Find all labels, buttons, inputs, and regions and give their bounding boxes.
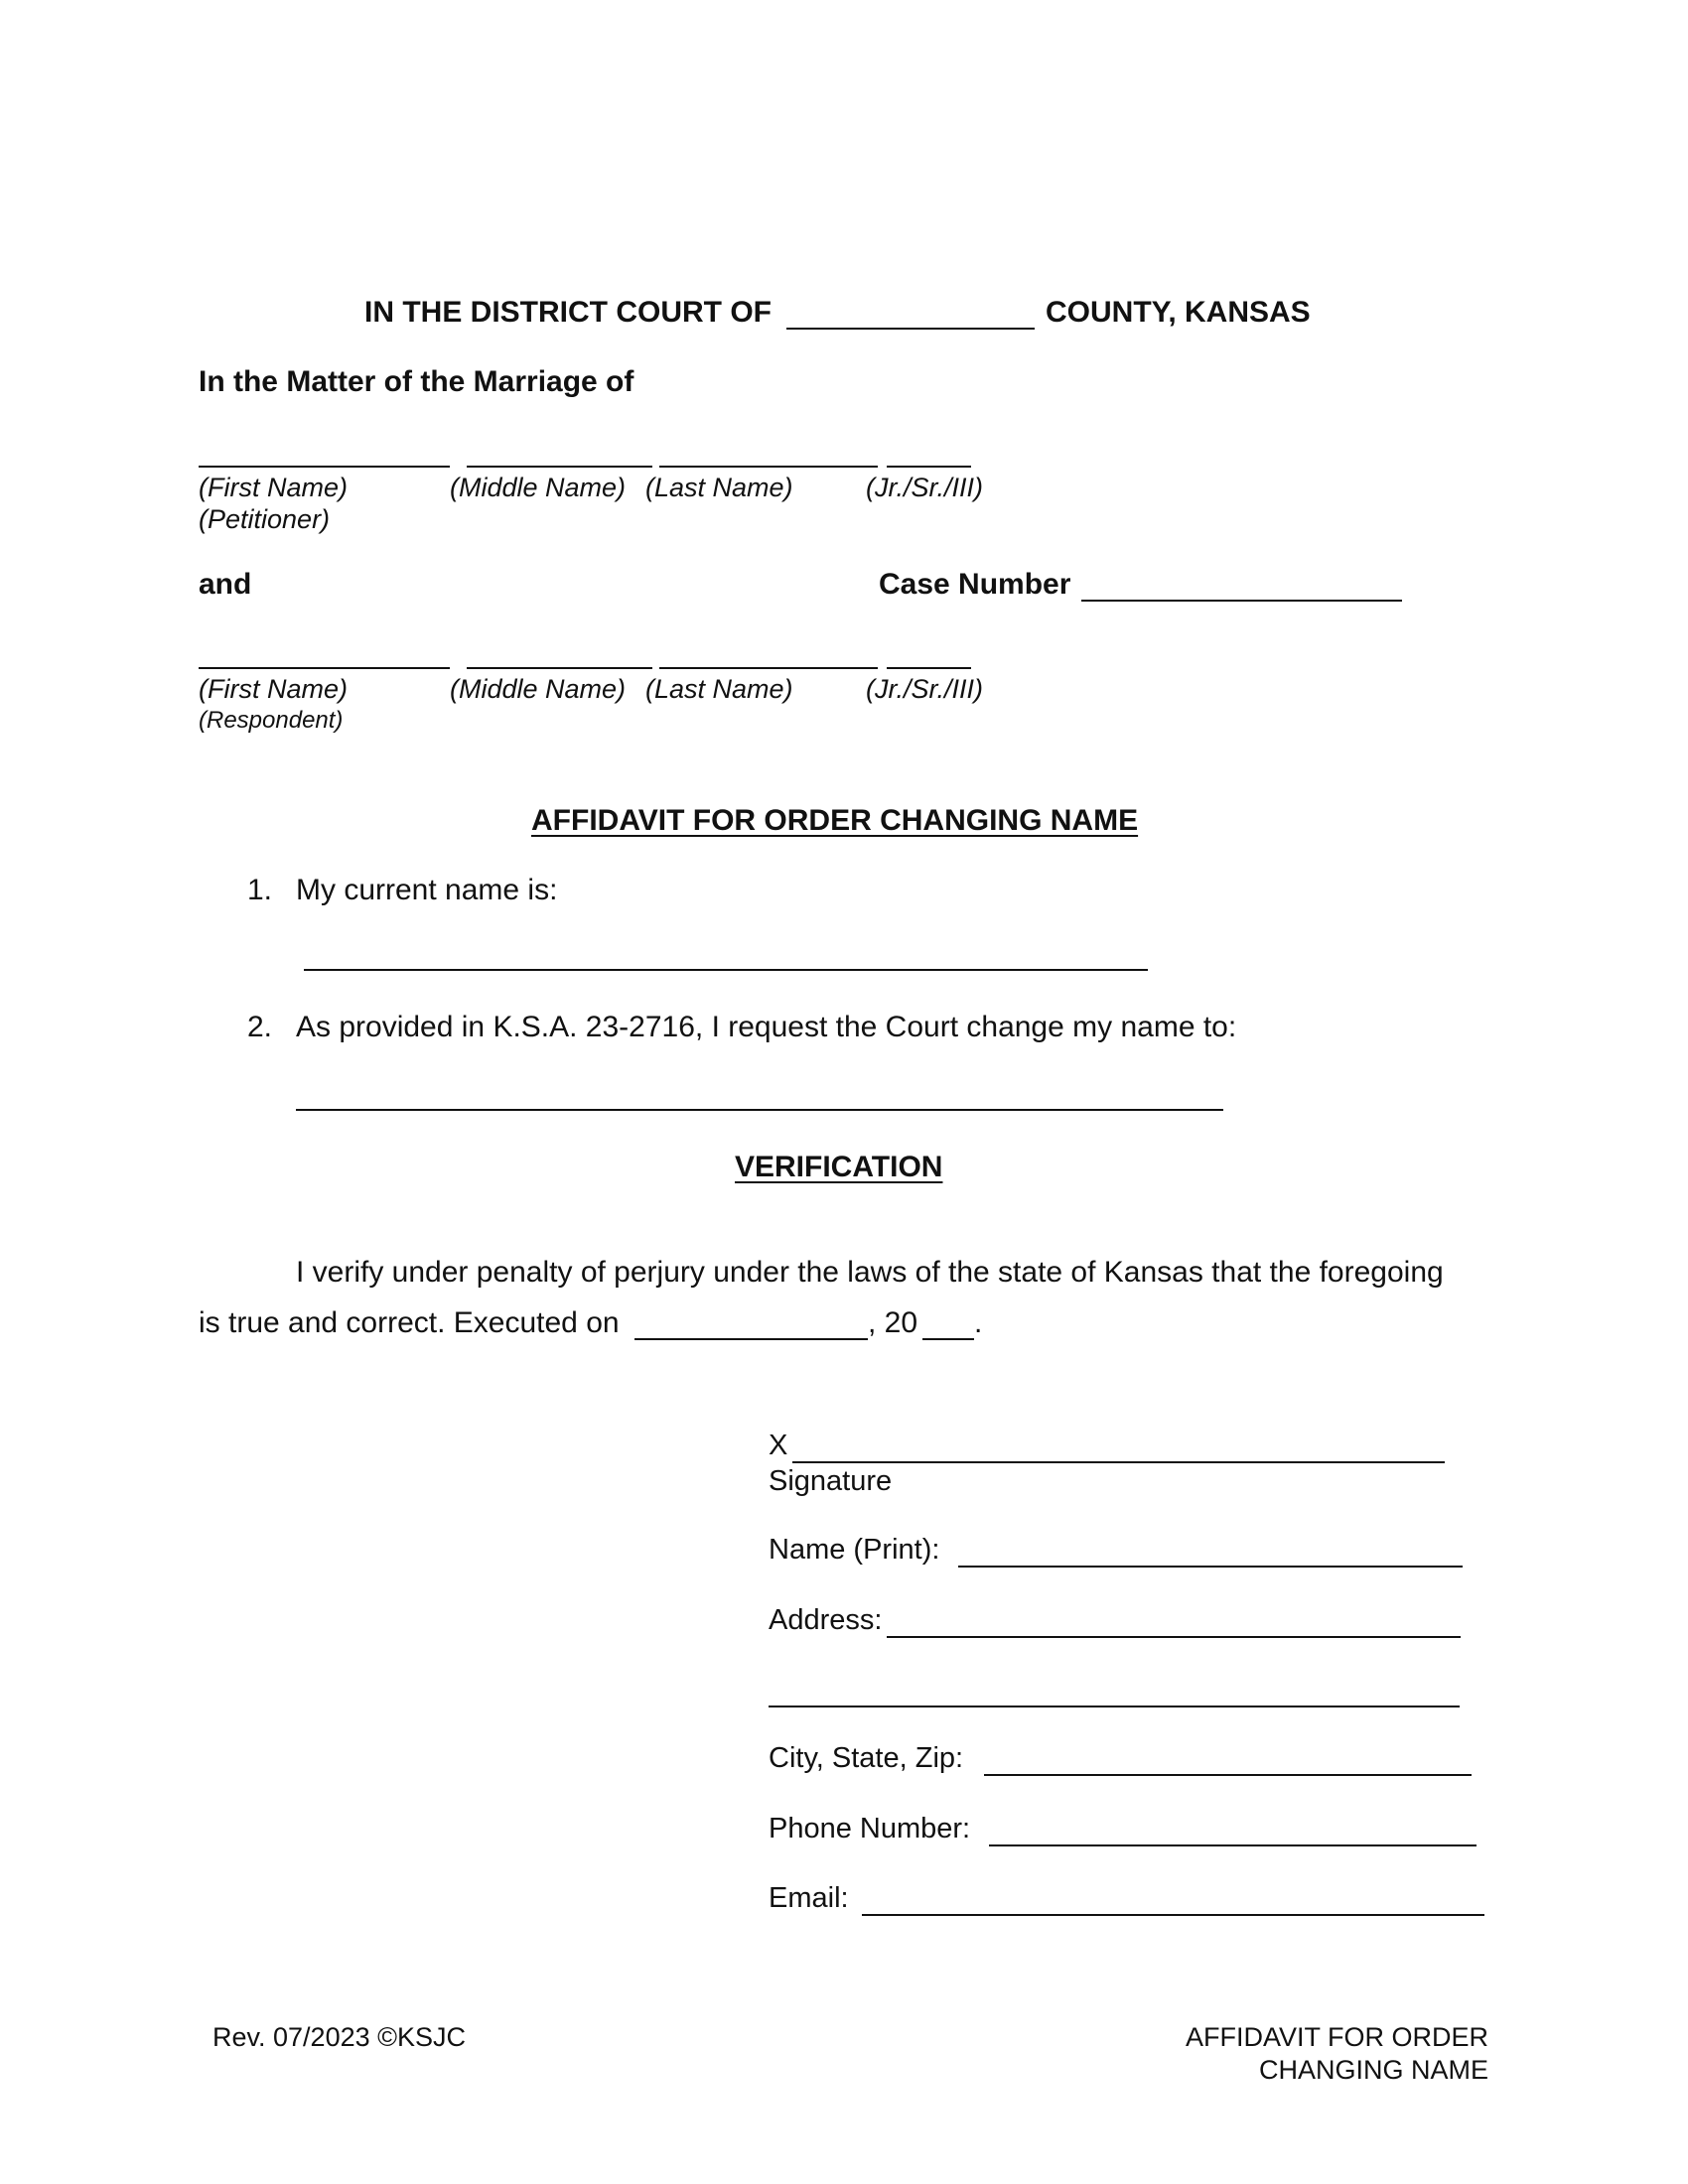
petitioner-label: (Petitioner) xyxy=(199,504,331,534)
petitioner-last-name-field[interactable] xyxy=(659,466,878,468)
phone-number-field[interactable] xyxy=(989,1844,1477,1846)
petitioner-suffix-field[interactable] xyxy=(887,466,971,468)
email-label: Email: xyxy=(769,1882,849,1914)
case-number-field[interactable] xyxy=(1081,600,1402,602)
email-field[interactable] xyxy=(862,1914,1484,1916)
address-label: Address: xyxy=(769,1604,883,1636)
petitioner-last-name-label: (Last Name) xyxy=(645,473,793,502)
city-state-zip-label: City, State, Zip: xyxy=(769,1742,964,1774)
verification-line-2-prefix: is true and correct. Executed on xyxy=(199,1306,620,1339)
respondent-middle-name-field[interactable] xyxy=(467,667,652,669)
verification-line-1: I verify under penalty of perjury under the laws of the state of Kansas that the foregoing xyxy=(296,1256,1444,1289)
item-1-number: 1. xyxy=(247,874,273,906)
executed-year-field[interactable] xyxy=(922,1338,974,1340)
respondent-last-name-field[interactable] xyxy=(659,667,878,669)
respondent-middle-name-label: (Middle Name) xyxy=(450,674,627,704)
court-prefix: IN THE DISTRICT COURT OF xyxy=(364,296,772,329)
item-2-text: As provided in K.S.A. 23-2716, I request the Court change my name to: xyxy=(296,1011,1237,1043)
city-state-zip-field[interactable] xyxy=(984,1774,1472,1776)
footer-revision: Rev. 07/2023 ©KSJC xyxy=(212,2022,467,2052)
current-name-field[interactable] xyxy=(304,969,1148,971)
petitioner-first-name-label: (First Name) xyxy=(199,473,348,502)
document-title: AFFIDAVIT FOR ORDER CHANGING NAME xyxy=(531,804,1139,837)
and-label: and xyxy=(199,568,252,601)
verification-period: . xyxy=(974,1306,983,1339)
address-field-line-2[interactable] xyxy=(769,1706,1460,1707)
year-prefix: , 20 xyxy=(868,1306,918,1339)
phone-number-label: Phone Number: xyxy=(769,1813,971,1844)
new-name-field[interactable] xyxy=(296,1109,1223,1111)
item-1-text: My current name is: xyxy=(296,874,558,906)
verification-heading: VERIFICATION xyxy=(735,1151,943,1183)
case-number-label: Case Number xyxy=(879,568,1071,601)
name-print-field[interactable] xyxy=(958,1566,1463,1568)
respondent-first-name-field[interactable] xyxy=(199,667,450,669)
respondent-suffix-field[interactable] xyxy=(887,667,971,669)
respondent-first-name-label: (First Name) xyxy=(199,674,348,704)
footer-doc-title-line-2: CHANGING NAME xyxy=(1258,2055,1488,2085)
address-field-line-1[interactable] xyxy=(887,1636,1461,1638)
petitioner-middle-name-field[interactable] xyxy=(467,466,652,468)
signature-field[interactable] xyxy=(792,1461,1445,1463)
petitioner-first-name-field[interactable] xyxy=(199,466,450,468)
signature-x-mark: X xyxy=(769,1430,788,1461)
matter-of-label: In the Matter of the Marriage of xyxy=(199,365,634,398)
name-print-label: Name (Print): xyxy=(769,1534,940,1566)
respondent-suffix-label: (Jr./Sr./III) xyxy=(866,674,983,704)
respondent-label: (Respondent) xyxy=(199,707,344,734)
item-2-number: 2. xyxy=(247,1011,273,1043)
signature-label: Signature xyxy=(769,1465,893,1497)
executed-date-field[interactable] xyxy=(634,1338,868,1340)
petitioner-suffix-label: (Jr./Sr./III) xyxy=(866,473,983,502)
footer-doc-title-line-1: AFFIDAVIT FOR ORDER xyxy=(1185,2022,1488,2052)
respondent-last-name-label: (Last Name) xyxy=(645,674,793,704)
county-field[interactable] xyxy=(786,328,1035,330)
petitioner-middle-name-label: (Middle Name) xyxy=(450,473,627,502)
court-suffix: COUNTY, KANSAS xyxy=(1046,296,1311,329)
